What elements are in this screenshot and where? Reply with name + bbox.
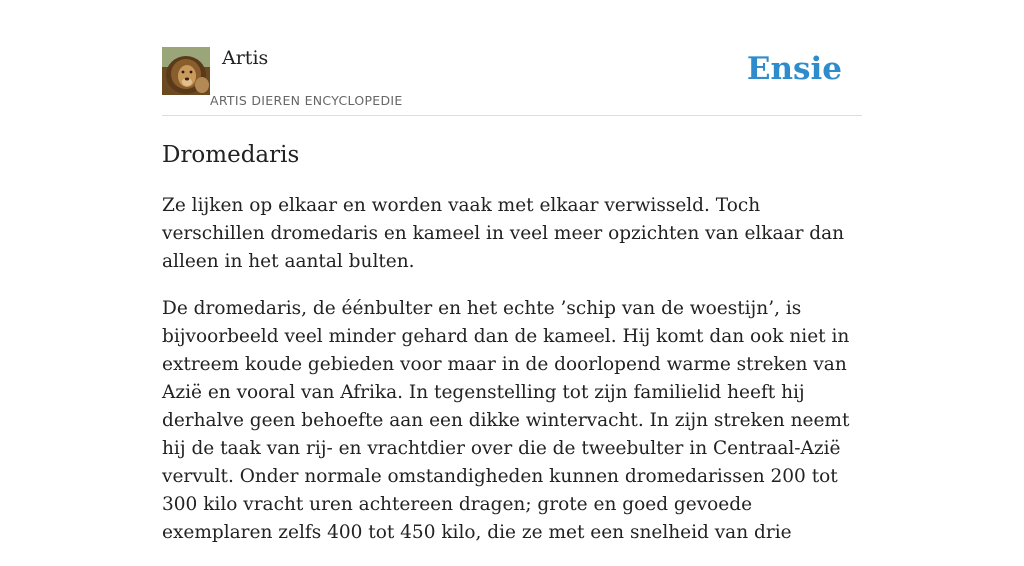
lion-avatar-icon[interactable]: [162, 47, 210, 95]
article-header: [162, 0, 862, 116]
source-label[interactable]: ARTIS DIEREN ENCYCLOPEDIE: [210, 93, 403, 108]
content-container: [162, 0, 862, 543]
article-title: Dromedaris: [162, 142, 300, 168]
ensie-logo[interactable]: Ensie: [746, 51, 842, 87]
article-body: [162, 192, 862, 566]
author-name[interactable]: Artis: [222, 47, 269, 69]
paragraph: Ze lijken op elkaar en worden vaak met elkaar verwisseld. Toch verschillen dromedaris en kameel in veel meer opzichten van elkaar dan alleen in het aantal bulten.: [162, 195, 845, 272]
paragraph: De dromedaris, de éénbulter en het echte ’schip van de woestijn’, is bijvoorbeeld veel minder gehard dan de kameel. Hij komt dan ook niet in extreem koude gebieden voor maar in de doorlopend warme streken van Azië en vooral van Afrika. In tegenstelling tot zijn familielid heeft hij derhalve geen behoefte aan een dikke wintervacht. In zijn streken neemt hij de taak van rij- en vrachtdier over die de tweebulter in Centraal-Azië vervult. Onder normale omstandigheden kunnen dromedarissen 200 tot 300 kilo vracht uren achtereen dragen; grote en goed gevoede exemplaren zelfs 400 tot 450 kilo, die ze met een snelheid van drie: [162, 298, 850, 543]
